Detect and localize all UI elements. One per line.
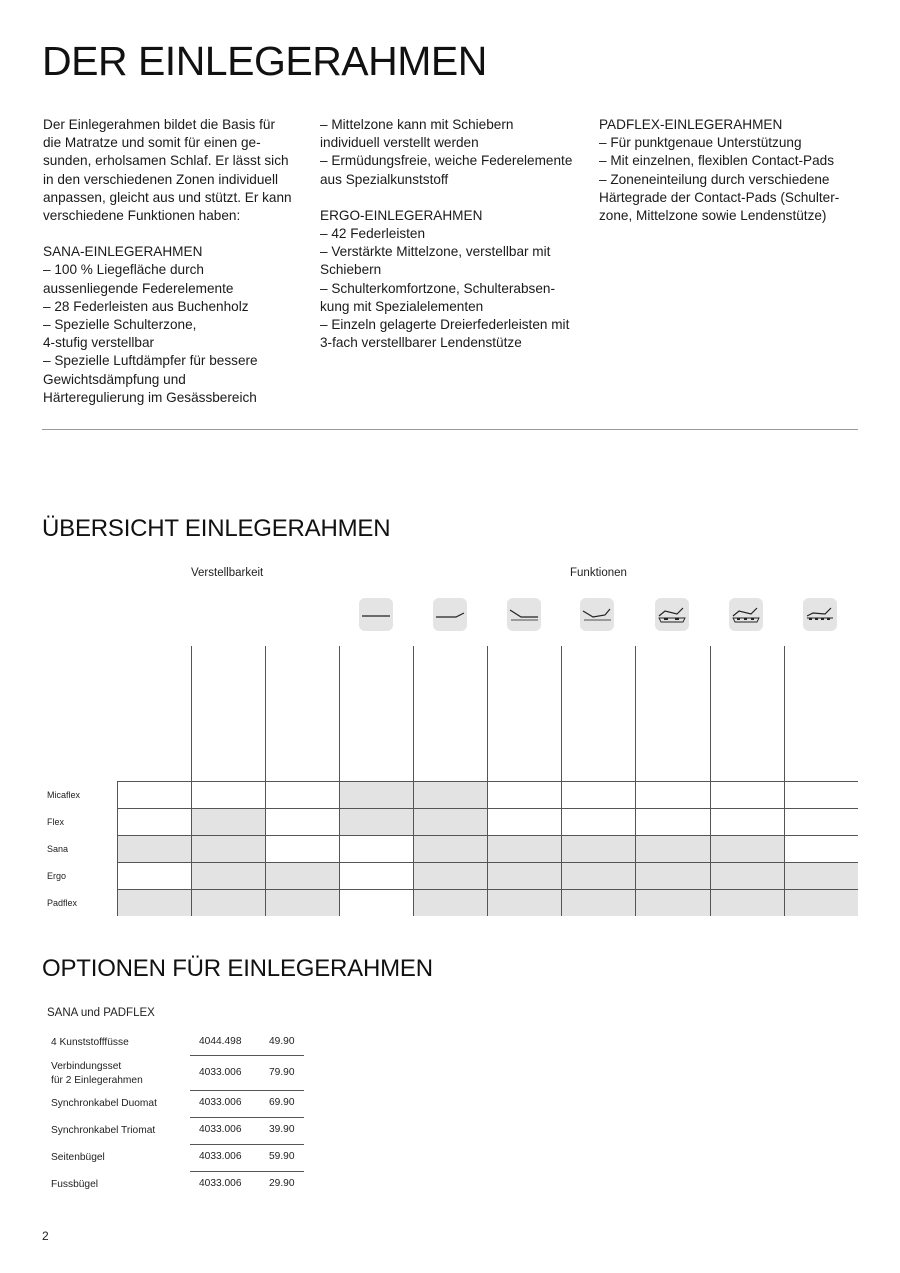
list-item: – Mittelzone kann mit Schiebern individuell verstellt werden xyxy=(320,117,514,151)
table-cell xyxy=(192,890,265,916)
intro-paragraph: Der Einlegerahmen bildet die Basis für die Matratze und somit für einen ge- sunden, erholsamen Schlaf. Er lässt sich in den verschiedenen Zonen individuell anpassen, gleicht aus und stützt. Er kann verschiedene Funktionen haben: xyxy=(43,117,292,224)
table-cell xyxy=(340,863,413,889)
option-name: Fussbügel xyxy=(51,1179,99,1190)
overview-title: ÜBERSICHT EINLEGERAHMEN xyxy=(42,515,391,542)
option-price: 29.90 xyxy=(269,1178,295,1189)
column-divider xyxy=(561,646,562,916)
table-cell xyxy=(340,782,413,808)
row-divider xyxy=(190,1055,304,1056)
table-cell xyxy=(488,890,561,916)
table-cell xyxy=(636,836,710,862)
table-cell xyxy=(118,836,191,862)
padflex-heading: PADFLEX-EINLEGERAHMEN xyxy=(599,117,783,132)
head-foot-sit-icon xyxy=(580,598,614,631)
option-number: 4033.006 xyxy=(199,1151,242,1162)
column-divider xyxy=(487,646,488,916)
table-cell xyxy=(340,836,413,862)
row-divider xyxy=(190,1117,304,1118)
option-name: 4 Kunststofffüsse xyxy=(51,1037,129,1048)
table-cell xyxy=(414,890,487,916)
table-cell xyxy=(562,863,635,889)
group-label-funktionen: Funktionen xyxy=(570,567,627,579)
column-divider xyxy=(339,646,340,916)
option-number: 4044.498 xyxy=(199,1036,242,1047)
row-label: Sana xyxy=(47,844,69,854)
list-item: – Verstärkte Mittelzone, verstellbar mit Schiebern xyxy=(320,244,551,278)
option-price: 49.90 xyxy=(269,1036,295,1047)
table-cell xyxy=(711,809,784,835)
column-divider xyxy=(710,646,711,916)
intro-column-2 xyxy=(320,116,590,352)
table-cell xyxy=(414,782,487,808)
table-cell xyxy=(192,863,265,889)
flat-frame-icon xyxy=(359,598,393,631)
list-item: – 42 Federleisten xyxy=(320,226,426,242)
table-cell xyxy=(118,782,191,808)
option-price: 79.90 xyxy=(269,1067,295,1078)
intro-column-3 xyxy=(599,116,869,225)
table-cell xyxy=(266,890,339,916)
table-cell xyxy=(785,836,858,862)
option-price: 69.90 xyxy=(269,1097,295,1108)
table-cell xyxy=(118,809,191,835)
options-title: OPTIONEN FÜR EINLEGERAHMEN xyxy=(42,955,433,982)
option-price: 59.90 xyxy=(269,1151,295,1162)
table-cell xyxy=(118,890,191,916)
column-divider xyxy=(635,646,636,916)
list-item: – Spezielle Schulterzone, 4-stufig verstellbar xyxy=(43,317,197,351)
table-cell xyxy=(562,836,635,862)
row-label: Flex xyxy=(47,817,65,827)
list-item: – Mit einzelnen, flexiblen Contact-Pads xyxy=(599,153,834,169)
option-name: Verbindungsset für 2 Einlegerahmen xyxy=(51,1061,143,1086)
table-cell xyxy=(785,809,858,835)
three-motor-icon xyxy=(729,598,763,631)
four-motor-icon xyxy=(803,598,837,631)
table-cell xyxy=(488,836,561,862)
row-label: Padflex xyxy=(47,898,78,908)
table-cell xyxy=(562,890,635,916)
list-item: – Für punktgenaue Unterstützung xyxy=(599,135,802,151)
table-cell xyxy=(414,863,487,889)
row-divider xyxy=(190,1144,304,1145)
option-number: 4033.006 xyxy=(199,1178,242,1189)
table-cell xyxy=(266,863,339,889)
list-item: – Zoneneinteilung durch verschiedene Härtegrade der Contact-Pads (Schulter- zone, Mittelzone sowie Lendenstütze) xyxy=(599,171,840,224)
column-divider xyxy=(784,646,785,916)
table-cell xyxy=(414,809,487,835)
options-subtitle: SANA und PADFLEX xyxy=(47,1007,155,1019)
list-item: – Einzeln gelagerte Dreierfederleisten mit 3-fach verstellbarer Lendenstütze xyxy=(320,317,570,351)
table-cell xyxy=(266,809,339,835)
table-cell xyxy=(118,863,191,889)
two-motor-icon xyxy=(655,598,689,631)
row-divider xyxy=(190,1090,304,1091)
column-divider xyxy=(191,646,192,916)
table-cell xyxy=(340,809,413,835)
table-cell xyxy=(192,836,265,862)
page-number: 2 xyxy=(42,1229,49,1243)
intro-column-1 xyxy=(43,116,305,407)
list-item: – Ermüdungsfreie, weiche Federelemente aus Spezialkunststoff xyxy=(320,153,573,187)
table-cell xyxy=(711,836,784,862)
sana-heading: SANA-EINLEGERAHMEN xyxy=(43,244,203,260)
table-cell xyxy=(414,836,487,862)
page-title: DER EINLEGERAHMEN xyxy=(42,38,487,84)
row-label: Ergo xyxy=(47,871,67,881)
list-item: – Schulterkomfortzone, Schulterabsen- kung mit Spezialelementen xyxy=(320,280,555,314)
head-foot-raise-icon xyxy=(507,598,541,631)
table-cell xyxy=(711,863,784,889)
option-price: 39.90 xyxy=(269,1124,295,1135)
table-cell xyxy=(340,890,413,916)
table-cell xyxy=(562,809,635,835)
table-cell xyxy=(562,782,635,808)
row-divider xyxy=(190,1171,304,1172)
table-cell xyxy=(192,809,265,835)
table-cell xyxy=(785,863,858,889)
table-cell xyxy=(488,782,561,808)
table-cell xyxy=(636,809,710,835)
option-name: Seitenbügel xyxy=(51,1152,105,1163)
table-cell xyxy=(636,863,710,889)
table-cell xyxy=(488,809,561,835)
table-cell xyxy=(785,782,858,808)
ergo-heading: ERGO-EINLEGERAHMEN xyxy=(320,207,483,223)
option-number: 4033.006 xyxy=(199,1067,242,1078)
table-cell xyxy=(711,782,784,808)
table-cell xyxy=(192,782,265,808)
row-label: Micaflex xyxy=(47,790,81,800)
table-cell xyxy=(711,890,784,916)
option-number: 4033.006 xyxy=(199,1124,242,1135)
list-item: – Spezielle Luftdämpfer für bessere Gewichtsdämpfung und Härteregulierung im Gesässbereich xyxy=(43,353,258,405)
list-item: – 100 % Liegefläche durch aussenliegende Federelemente xyxy=(43,262,234,296)
option-name: Synchronkabel Duomat xyxy=(51,1098,157,1109)
list-item: – 28 Federleisten aus Buchenholz xyxy=(43,298,249,314)
table-cell xyxy=(636,782,710,808)
option-number: 4033.006 xyxy=(199,1097,242,1108)
table-cell xyxy=(785,890,858,916)
section-divider xyxy=(42,429,858,430)
table-cell xyxy=(488,863,561,889)
option-name: Synchronkabel Triomat xyxy=(51,1125,156,1136)
table-cell xyxy=(636,890,710,916)
table-cell xyxy=(266,782,339,808)
column-divider xyxy=(117,781,118,916)
column-divider xyxy=(413,646,414,916)
group-label-verstellbarkeit: Verstellbarkeit xyxy=(191,567,264,579)
head-raise-icon xyxy=(433,598,467,631)
table-cell xyxy=(266,836,339,862)
column-divider xyxy=(265,646,266,916)
